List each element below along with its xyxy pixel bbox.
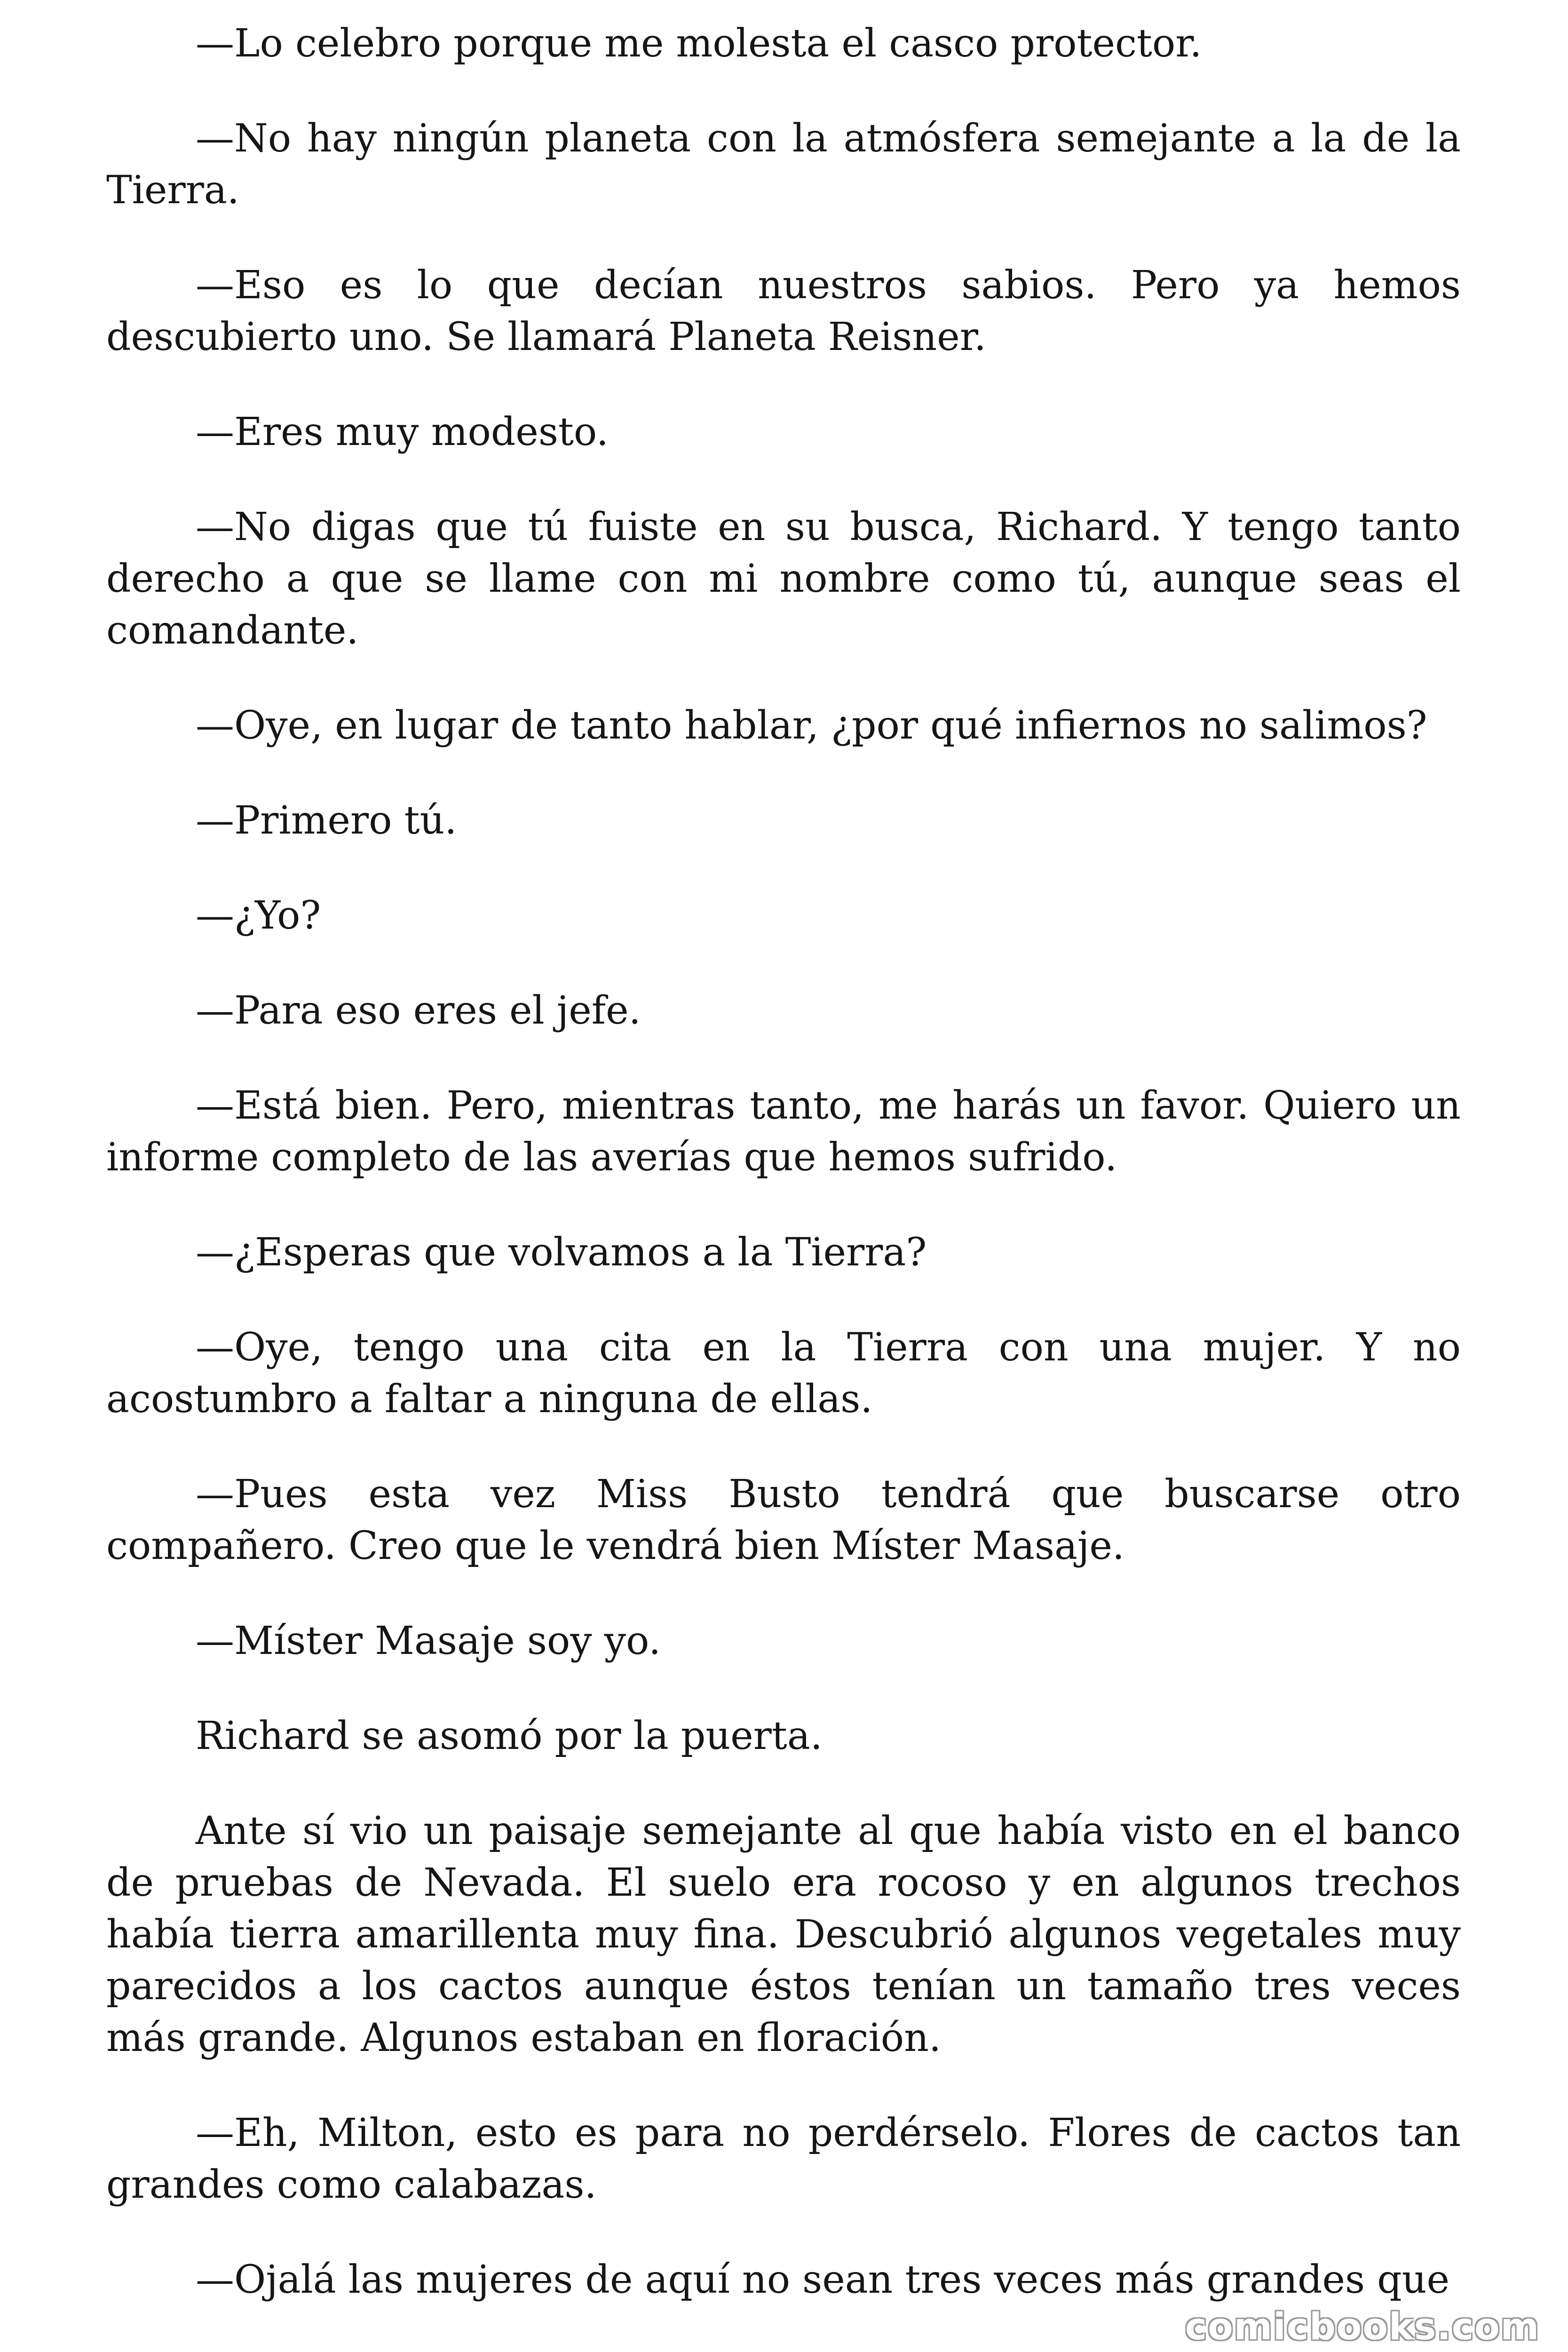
- paragraph-9: —Para eso eres el jefe.: [196, 988, 641, 1033]
- paragraph-13: —Pues esta vez Miss Busto tendrá que buscarse otro compañero. Creo que le vendrá bien Míster Masaje.: [106, 1472, 1461, 1568]
- paragraph-11: —¿Esperas que volvamos a la Tierra?: [196, 1230, 927, 1275]
- text-column: [106, 18, 1461, 2349]
- watermark-logo: comicbooks.com: [1185, 2306, 1540, 2348]
- paragraph-5: —No digas que tú fuiste en su busca, Richard. Y tengo tanto derecho a que se llame con mi nombre como tú, aunque seas el comandante.: [106, 505, 1461, 653]
- paragraph-12: —Oye, tengo una cita en la Tierra con una mujer. Y no acostumbro a faltar a ninguna de ellas.: [106, 1325, 1461, 1422]
- paragraph-1: —Lo celebro porque me molesta el casco protector.: [196, 21, 1202, 66]
- paragraph-15: Richard se asomó por la puerta.: [196, 1714, 823, 1758]
- paragraph-10: —Está bien. Pero, mientras tanto, me harás un favor. Quiero un informe completo de las averías que hemos sufrido.: [106, 1083, 1461, 1180]
- paragraph-3: —Eso es lo que decían nuestros sabios. Pero ya hemos descubierto uno. Se llamará Planeta Reisner.: [106, 263, 1461, 359]
- paragraph-8: —¿Yo?: [196, 893, 321, 938]
- paragraph-16: Ante sí vio un paisaje semejante al que había visto en el banco de pruebas de Nevada. El suelo era rocoso y en algunos trechos había tierra amarillenta muy fina. Descubrió algunos vegetales muy parecidos a los cactos aunque éstos tenían un tamaño tres veces más grande. Algunos estaban en floración.: [106, 1809, 1461, 2060]
- paragraph-14: —Míster Masaje soy yo.: [196, 1619, 661, 1663]
- paragraph-17: —Eh, Milton, esto es para no perdérselo. Flores de cactos tan grandes como calabazas.: [106, 2111, 1461, 2207]
- paragraph-4: —Eres muy modesto.: [196, 410, 609, 454]
- paragraph-2: —No hay ningún planeta con la atmósfera semejante a la de la Tierra.: [106, 116, 1461, 213]
- paragraph-6: —Oye, en lugar de tanto hablar, ¿por qué infiernos no salimos?: [196, 703, 1427, 748]
- paragraph-7: —Primero tú.: [196, 798, 457, 843]
- paragraph-18: —Ojalá las mujeres de aquí no sean tres veces más grandes que: [196, 2257, 1450, 2302]
